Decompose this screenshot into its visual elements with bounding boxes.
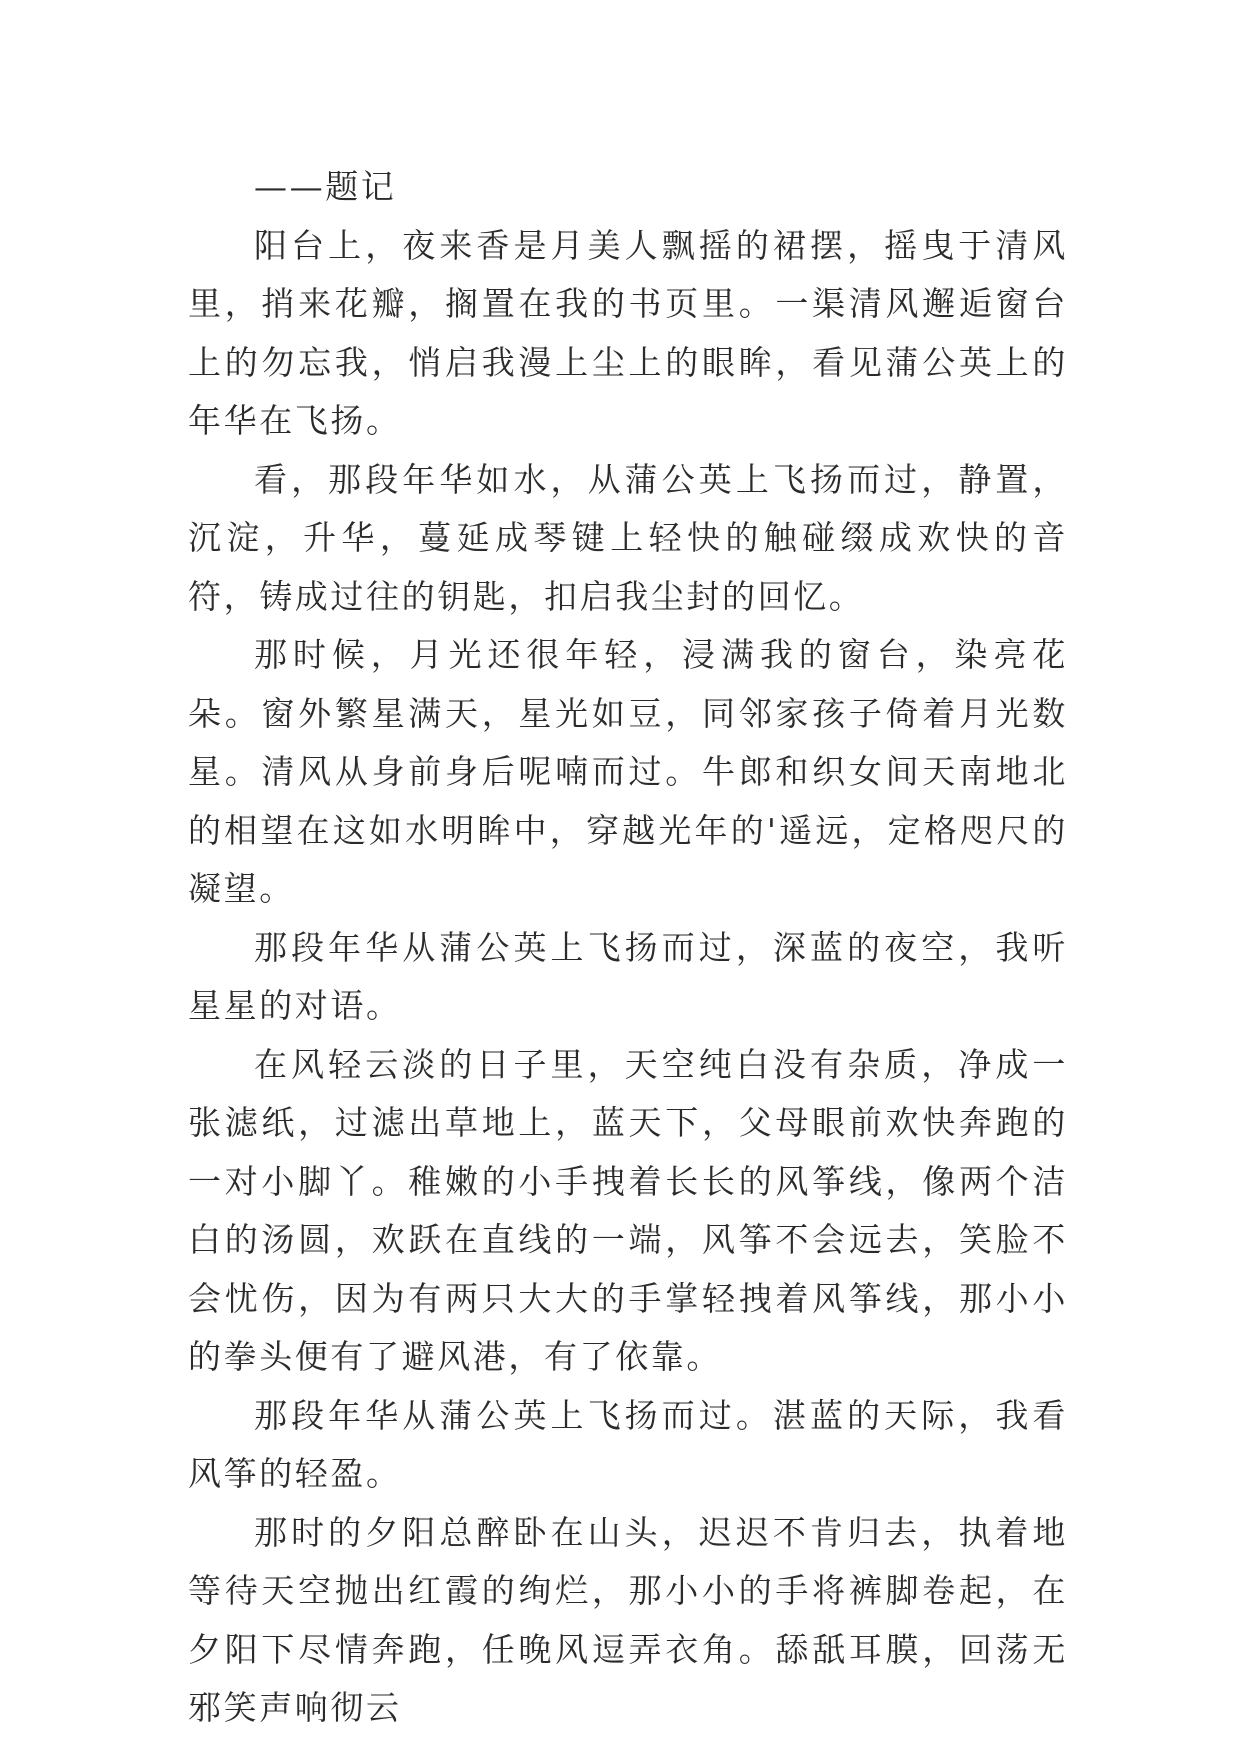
paragraph-5: 在风轻云淡的日子里，天空纯白没有杂质，净成一张滤纸，过滤出草地上，蓝天下，父母眼前欢快奔跑的一对小脚丫。稚嫩的小手拽着长长的风筝线，像两个洁白的汤圆，欢跃在直线的一端，风筝不会远去，笑脸不会忧伤，因为有两只大大的手掌轻拽着风筝线，那小小的拳头便有了避风港，有了依靠。: [188, 1044, 1068, 1376]
paragraph-4: 那段年华从蒲公英上飞扬而过，深蓝的夜空，我听星星的对语。: [188, 927, 1068, 1025]
paragraph-2: 看，那段年华如水，从蒲公英上飞扬而过，静置，沉淀，升华，蔓延成琴键上轻快的触碰缀成欢快的音符，铸成过往的钥匙，扣启我尘封的回忆。: [188, 459, 1068, 616]
paragraph-6: 那段年华从蒲公英上飞扬而过。湛蓝的天际，我看风筝的轻盈。: [188, 1395, 1068, 1493]
paragraph-1: 阳台上，夜来香是月美人飘摇的裙摆，摇曳于清风里，捎来花瓣，搁置在我的书页里。一渠清风邂逅窗台上的勿忘我，悄启我漫上尘上的眼眸，看见蒲公英上的年华在飞扬。: [188, 225, 1068, 440]
document-body: [188, 158, 1068, 1738]
epigraph: ——题记: [254, 167, 397, 206]
paragraph-7: 那时的夕阳总醉卧在山头，迟迟不肯归去，执着地等待天空抛出红霞的绚烂，那小小的手将裤脚卷起，在夕阳下尽情奔跑，任晚风逗弄衣角。舔舐耳膜，回荡无邪笑声响彻云: [188, 1512, 1068, 1727]
paragraph-3: 那时候，月光还很年轻，浸满我的窗台，染亮花朵。窗外繁星满天，星光如豆，同邻家孩子倚着月光数星。清风从身前身后呢喃而过。牛郎和织女间天南地北的相望在这如水明眸中，穿越光年的'遥远，定格咫尺的凝望。: [188, 635, 1068, 908]
